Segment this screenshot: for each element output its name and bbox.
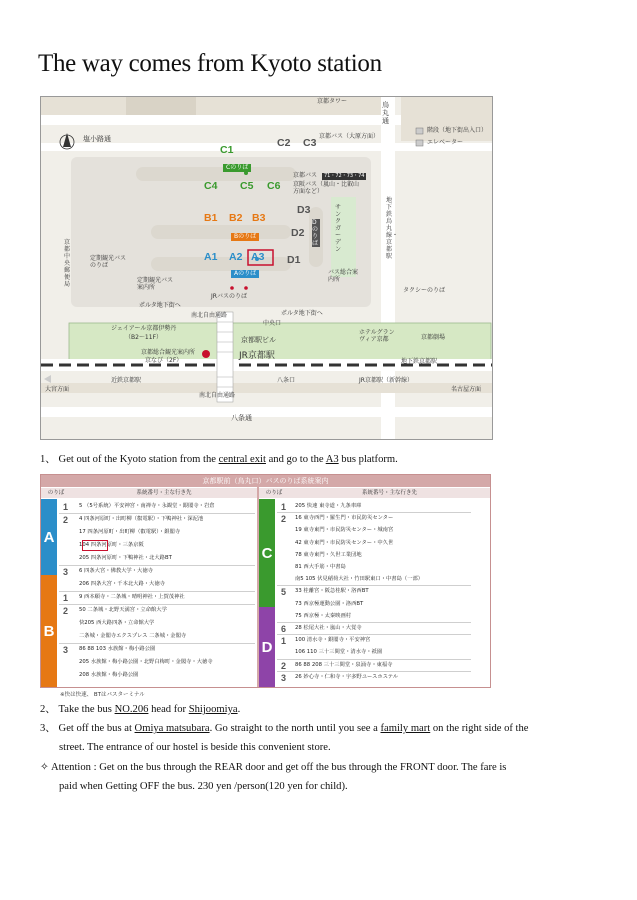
route-row: 42 東寺東門・市民防災センター・中久世 bbox=[295, 539, 394, 546]
platform-b1: B1 bbox=[204, 212, 218, 224]
route-row: 205 快速 東寺道・九条車庫 bbox=[295, 503, 362, 509]
map-label: 名古屋方面 bbox=[451, 386, 482, 393]
map-label: 地下鉄京都駅 bbox=[401, 358, 438, 365]
zone-b: B bbox=[41, 575, 57, 687]
route-row: 6 四条大宮・佛教大学・大徳寺 bbox=[79, 568, 153, 574]
route-row: 4 四条河原町・出町柳（叡電駅）・下鴨神社・深泥池 bbox=[79, 516, 204, 522]
map-label: 地下鉄烏丸線・京都駅 bbox=[386, 197, 399, 260]
map-label: タクシーのりば bbox=[403, 287, 446, 294]
step3-middle: . Go straight to the north until you see a bbox=[209, 723, 381, 734]
attention-line1: ✧ Attention : Get on the bus through the REAR door and get off the bus through the FRONT door. The fare is bbox=[40, 762, 507, 773]
map-label: ポルタ地下街へ bbox=[139, 302, 181, 309]
row-divider bbox=[59, 513, 255, 514]
map-label: サンクガーデン bbox=[335, 204, 342, 253]
row-divider bbox=[59, 565, 255, 566]
legend-stairs: 階段（地下街出入口） bbox=[427, 127, 488, 134]
map-label: JR京都駅（新幹線） bbox=[359, 377, 413, 384]
map-label: 京阪バス（嵐山・比叡山方面など） bbox=[293, 181, 360, 195]
route-row: 208 水族館・梅小路公園 bbox=[79, 672, 139, 678]
step3-stop: Omiya matsubara bbox=[134, 723, 210, 734]
row-divider bbox=[277, 585, 471, 586]
platform-number: 1 bbox=[281, 502, 287, 512]
route-row: 86 88 208 三十三間堂・泉涌寺・東福寺 bbox=[295, 661, 393, 668]
step1-middle: and go to the bbox=[265, 454, 326, 465]
map-label: ホテルグランヴィア京都 bbox=[359, 329, 395, 343]
platform-d1: D1 bbox=[287, 254, 301, 266]
route-row: 17 四条河原町・出町柳（叡電駅）・銀閣寺 bbox=[79, 529, 181, 535]
route-row: 100 清水寺・銀閣寺・平安神宮 bbox=[295, 637, 371, 644]
step-1 bbox=[40, 455, 398, 466]
map-label: JRバスのりば bbox=[211, 293, 247, 300]
step3-prefix: 3、 Get off the bus at bbox=[40, 723, 135, 734]
route-row: 二条城・金閣寺エクスプレス 二条城・金閣寺 bbox=[79, 633, 187, 639]
step2-suffix: . bbox=[237, 704, 241, 715]
map-label: 京なび（2F） bbox=[145, 357, 183, 364]
route-206-highlight bbox=[82, 540, 108, 551]
route-row: 50 二条城・北野天満宮・立命館大学 bbox=[79, 607, 167, 613]
step1-platform: A3 bbox=[325, 454, 339, 465]
zone-d: D bbox=[259, 607, 275, 687]
platform-number: 1 bbox=[63, 502, 69, 512]
step2-prefix: 2、 Take the bus bbox=[40, 704, 115, 715]
row-divider bbox=[277, 622, 471, 623]
d-noriba: Dのりば bbox=[312, 219, 319, 247]
row-divider bbox=[277, 634, 471, 635]
header-noriba-left: のりば bbox=[41, 488, 71, 498]
step1-exit: central exit bbox=[218, 454, 266, 465]
route-row: 28 松尾大社・嵐山・大覚寺 bbox=[295, 625, 362, 631]
route-row: 86 88 103 水族館・梅小路公園 bbox=[79, 646, 156, 652]
station-map bbox=[40, 96, 493, 440]
map-label: 八条通 bbox=[231, 414, 252, 422]
route-row: 75 西京極・太秦映画村 bbox=[295, 612, 352, 619]
platform-d3: D3 bbox=[297, 204, 311, 216]
zone-c: C bbox=[259, 499, 275, 607]
platform-number: 3 bbox=[63, 645, 69, 655]
platform-a1: A1 bbox=[204, 251, 218, 263]
platform-number: 2 bbox=[63, 606, 69, 616]
map-label: 南北自由通路 bbox=[191, 312, 228, 319]
step-2 bbox=[40, 705, 240, 716]
platform-c4: C4 bbox=[204, 180, 218, 192]
a-noriba: Aのりば bbox=[231, 270, 259, 278]
platform-number: 3 bbox=[281, 672, 287, 683]
page-title: The way comes from Kyoto station bbox=[38, 50, 382, 77]
platform-c6: C6 bbox=[267, 180, 281, 192]
route-row: 104 四条河原町・三条京阪 bbox=[79, 542, 144, 548]
row-divider bbox=[277, 671, 471, 672]
guide-note: ※快は快速、 BTはバスターミナル bbox=[60, 692, 145, 698]
map-label: 烏丸通 bbox=[382, 101, 389, 125]
map-label: バス総合案内所 bbox=[328, 269, 359, 283]
map-label: ポルタ地下街へ bbox=[281, 310, 323, 317]
platform-number: 2 bbox=[63, 515, 69, 525]
platform-number: 2 bbox=[281, 660, 287, 671]
platform-b3: B3 bbox=[252, 212, 266, 224]
attention-line2: paid when Getting OFF the bus. 230 yen /person(120 yen for child). bbox=[59, 781, 348, 792]
row-divider bbox=[59, 643, 255, 644]
route-row: 73 西京極運動公園・洛西BT bbox=[295, 600, 364, 607]
platform-number: 2 bbox=[281, 514, 287, 525]
step-3-line2: street. The entrance of our hostel is beside this convenient store. bbox=[59, 742, 331, 753]
route-row: 5 （5号系統）平安神宮・南禅寺・永観堂・銀閣寺・岩倉 bbox=[79, 503, 215, 509]
b-noriba: Bのりば bbox=[231, 233, 259, 241]
map-label: 八条口 bbox=[277, 377, 296, 384]
platform-number: 5 bbox=[281, 587, 287, 598]
platform-c3: C3 bbox=[303, 137, 317, 149]
step3-suffix: on the right side of the bbox=[430, 723, 529, 734]
step1-suffix: bus platform. bbox=[338, 454, 398, 465]
step2-middle: head for bbox=[148, 704, 189, 715]
route-row: 205 四条河原町・下鴨神社・北大路BT bbox=[79, 555, 172, 561]
legend-elevator: エレベーター bbox=[427, 139, 464, 146]
map-label: 京都劇場 bbox=[421, 334, 446, 341]
route-row: 78 東寺東門・久世工業団地 bbox=[295, 551, 362, 558]
zone-a: A bbox=[41, 499, 57, 575]
bus-guide-table bbox=[40, 474, 491, 688]
map-label: 定期観光バス案内所 bbox=[137, 277, 174, 291]
map-label: 近鉄京都駅 bbox=[111, 377, 142, 384]
platform-number: 3 bbox=[63, 567, 69, 577]
step3-landmark: family mart bbox=[380, 723, 431, 734]
header-noriba-right: のりば bbox=[259, 488, 289, 498]
map-label: 中央口 bbox=[263, 320, 282, 327]
header-routes-right: 系統番号・主な行き先 bbox=[289, 488, 490, 498]
route-row: 19 東寺東門・市民防災センター・城南宮 bbox=[295, 527, 394, 534]
map-label: 南北自由通路 bbox=[199, 392, 236, 399]
platform-number: 1 bbox=[63, 593, 69, 603]
map-label: （B2〜11F） bbox=[125, 334, 163, 341]
map-label: ジェイアール京都伊勢丹 bbox=[111, 325, 177, 332]
row-divider bbox=[59, 591, 255, 592]
route-row: 16 東寺西門・羅生門・市民防災センター bbox=[295, 515, 394, 522]
map-label: 71・72・73・74 bbox=[324, 173, 365, 179]
row-divider bbox=[59, 604, 255, 605]
map-label: 京都総合観光案内所 bbox=[141, 349, 196, 356]
row-divider bbox=[277, 512, 471, 513]
route-row: 106 110 三十三間堂・清水寺・祇園 bbox=[295, 649, 383, 656]
c-noriba: Cのりば bbox=[223, 164, 251, 172]
route-row: 快205 西大路四条・立命館大学 bbox=[79, 620, 155, 626]
map-label: 京都バス bbox=[293, 172, 318, 179]
row-divider bbox=[277, 659, 471, 660]
map-label: JR京都駅 bbox=[239, 351, 275, 361]
step1-prefix: 1、 Get out of the Kyoto station from the bbox=[40, 454, 219, 465]
map-label: 京都バス（大原方面） bbox=[319, 133, 380, 140]
platform-a2: A2 bbox=[229, 251, 243, 263]
map-label: 京都中央郵便局 bbox=[64, 239, 71, 288]
route-row: 南5 105 伏見稲荷大社・竹田駅東口・中書島（一部） bbox=[295, 576, 424, 583]
route-row: 33 桂離宮・阪急桂駅・洛西BT bbox=[295, 588, 369, 595]
map-label: 京都タワー bbox=[317, 98, 348, 105]
platform-c1: C1 bbox=[220, 144, 234, 156]
map-label: 定期観光バスのりば bbox=[90, 255, 127, 269]
map-label: 塩小路通 bbox=[83, 135, 111, 143]
map-label: 大宮方面 bbox=[45, 386, 70, 393]
route-row: 81 西大手筋・中書島 bbox=[295, 564, 346, 570]
platform-c5: C5 bbox=[240, 180, 254, 192]
step2-bus: NO.206 bbox=[114, 704, 149, 715]
route-row: 9 西本願寺・二条城・晴明神社・上賀茂神社 bbox=[79, 594, 185, 600]
platform-number: 6 bbox=[281, 624, 287, 634]
platform-b2: B2 bbox=[229, 212, 243, 224]
step-3 bbox=[40, 724, 529, 735]
step2-dest: Shijoomiya bbox=[188, 704, 238, 715]
route-row: 205 水族館・梅小路公園・北野白梅町・金閣寺・大徳寺 bbox=[79, 659, 213, 665]
route-row: 26 妙心寺・仁和寺・宇多野ユースホステル bbox=[295, 673, 399, 680]
map-label: 京都駅ビル bbox=[241, 336, 276, 344]
platform-d2: D2 bbox=[291, 227, 305, 239]
header-routes-left: 系統番号・主な行き先 bbox=[71, 488, 257, 498]
platform-a3: A3 bbox=[251, 251, 265, 263]
platform-number: 1 bbox=[281, 636, 287, 647]
platform-c2: C2 bbox=[277, 137, 291, 149]
guide-title: 京都駅前（烏丸口）バスのりば系統案内 bbox=[41, 475, 490, 487]
route-row: 206 四条大宮・千本北大路・大徳寺 bbox=[79, 581, 165, 587]
